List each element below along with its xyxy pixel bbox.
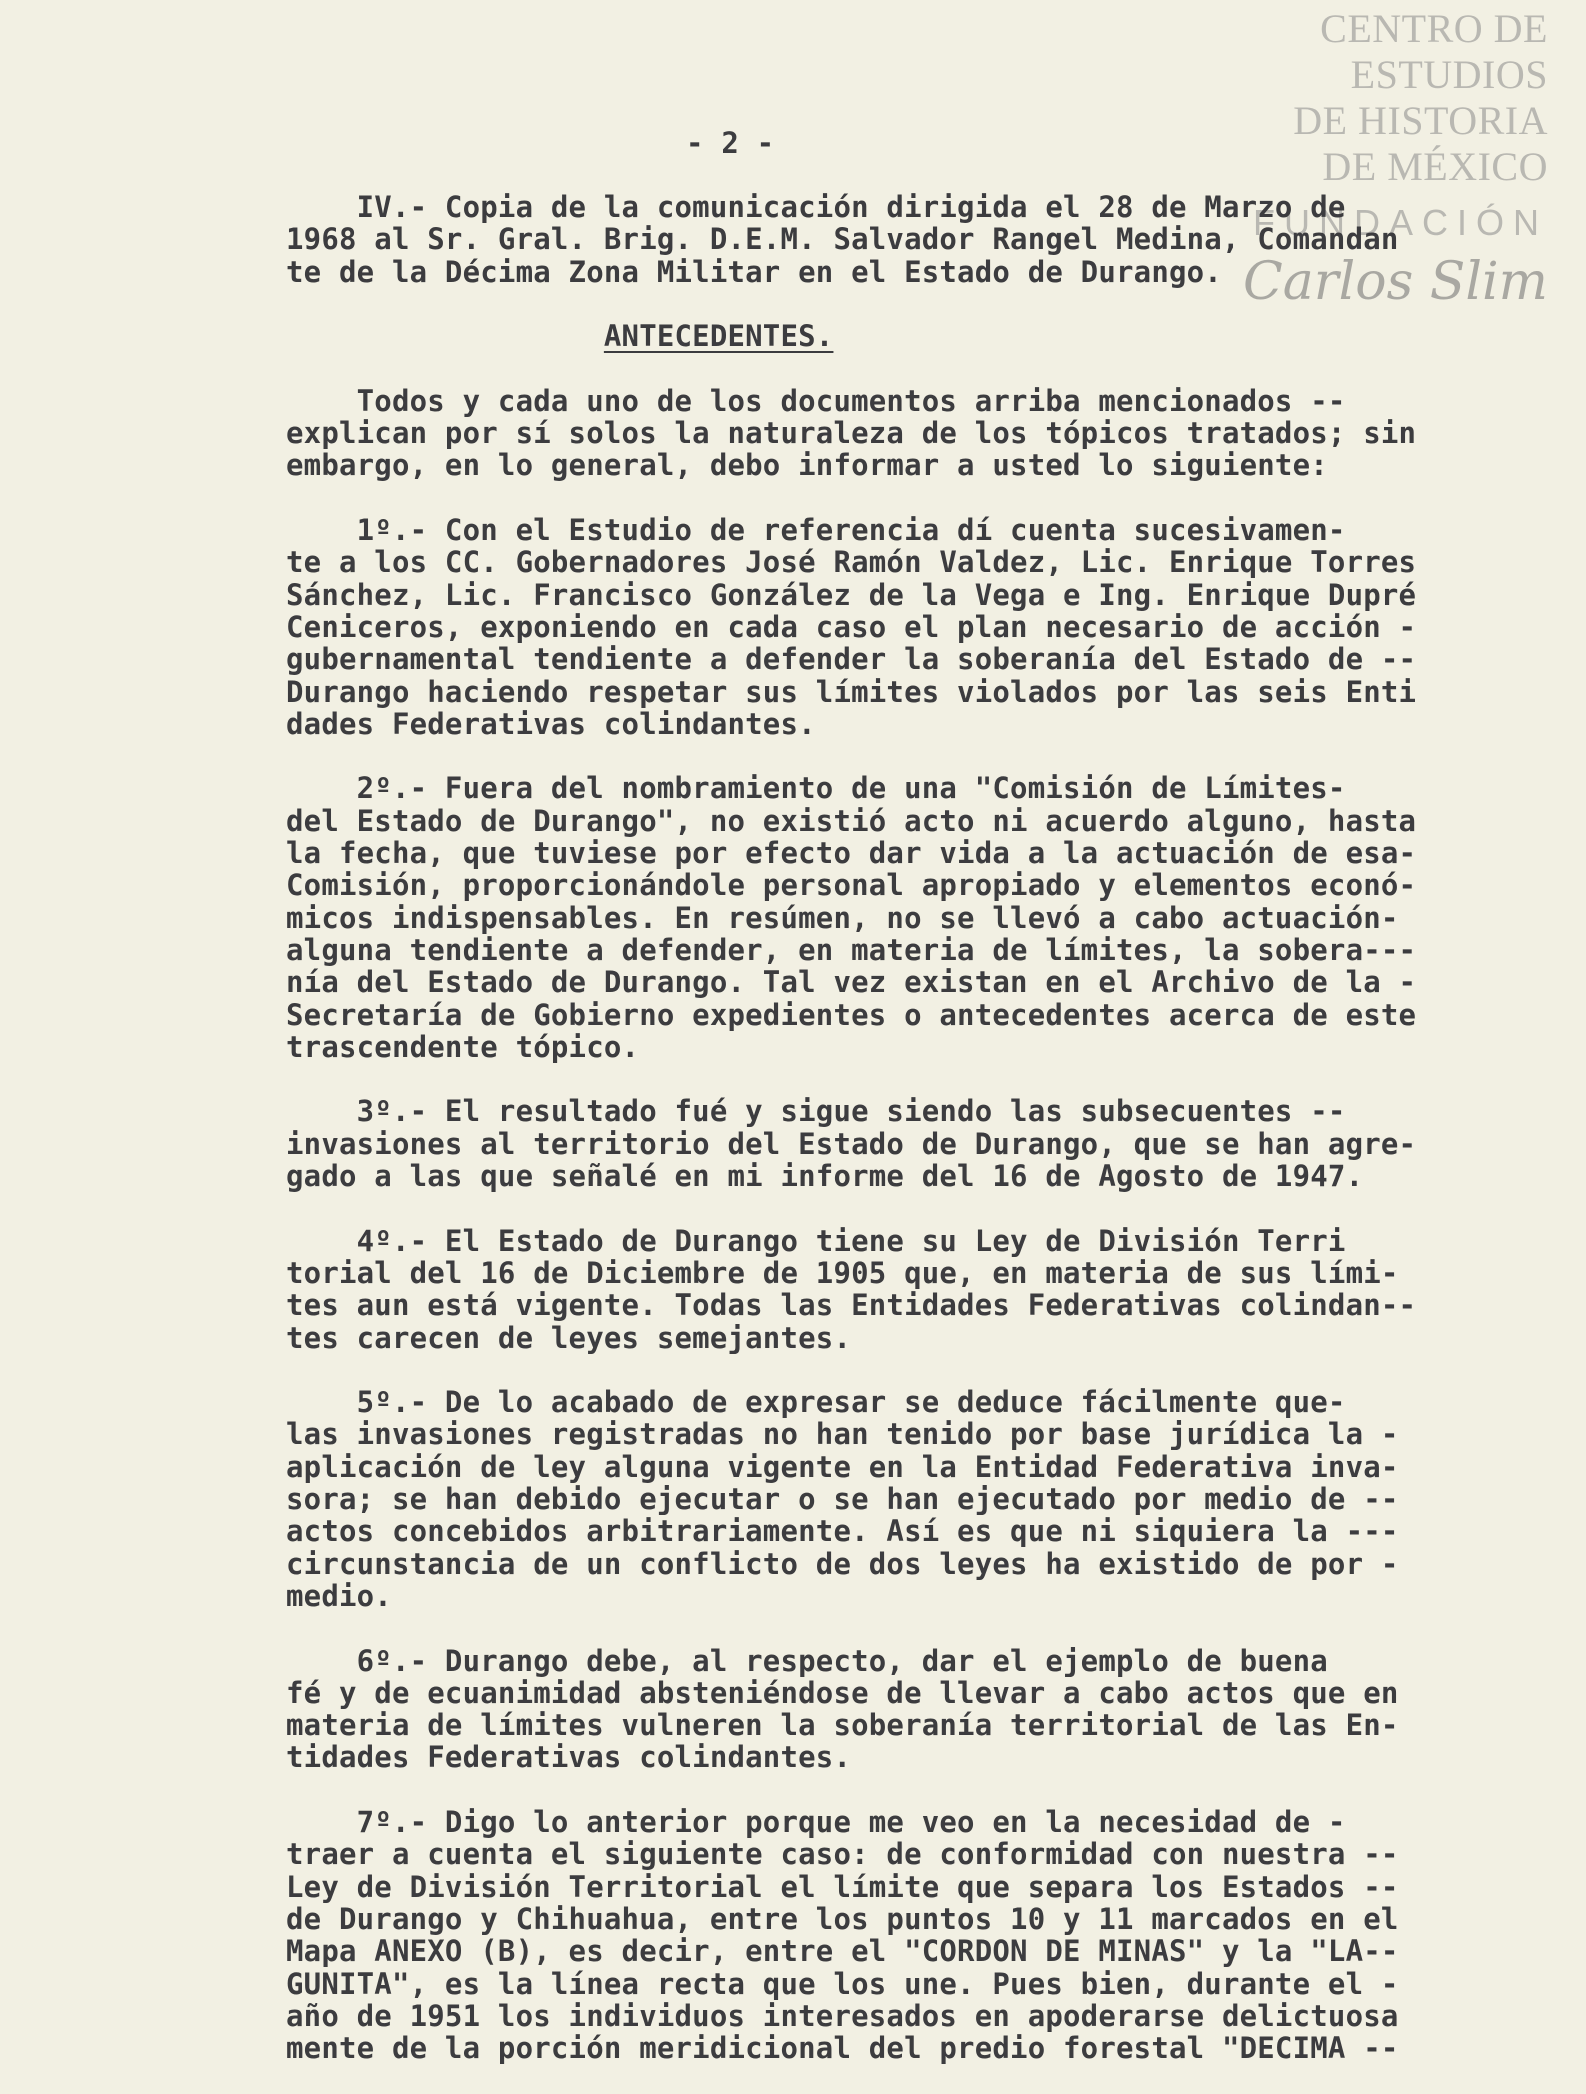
text-line: 4º.- El Estado de Durango tiene su Ley de División Terri: [286, 1223, 1346, 1258]
text-line: nía del Estado de Durango. Tal vez existan en el Archivo de la -: [286, 965, 1417, 1000]
text-line: 6º.- Durango debe, al respecto, dar el ejemplo de buena: [286, 1643, 1328, 1678]
text-line: Secretaría de Gobierno expedientes o antecedentes acerca de este: [286, 997, 1417, 1032]
text-line: Comisión, proporcionándole personal apropiado y elementos econó-: [286, 868, 1417, 903]
text-line: tes carecen de leyes semejantes.: [286, 1320, 852, 1355]
text-line: micos indispensables. En resúmen, no se llevó a cabo actuación-: [286, 900, 1399, 935]
text-line: gado a las que señalé en mi informe del 16 de Agosto de 1947.: [286, 1159, 1364, 1193]
text-line: aplicación de ley alguna vigente en la Entidad Federativa inva-: [286, 1449, 1399, 1484]
watermark-line-1: CENTRO DE: [1320, 6, 1548, 51]
text-line: te a los CC. Gobernadores José Ramón Valdez, Lic. Enrique Torres: [286, 545, 1417, 580]
text-line: medio.: [286, 1578, 392, 1613]
text-line: torial del 16 de Diciembre de 1905 que, en materia de sus lími-: [286, 1255, 1399, 1290]
text-line: 2º.- Fuera del nombramiento de una "Comisión de Límites-: [286, 771, 1346, 806]
text-line: 5º.- De lo acabado de expresar se deduce fácilmente que-: [286, 1385, 1346, 1420]
text-line: GUNITA", es la línea recta que los une. Pues bien, durante el -: [286, 1966, 1399, 2001]
text-line: explican por sí solos la naturaleza de los tópicos tratados; sin: [286, 416, 1417, 451]
text-line: tidades Federativas colindantes.: [286, 1740, 852, 1775]
text-line: Ley de División Territorial el límite que separa los Estados --: [286, 1869, 1399, 1904]
text-line: te de la Décima Zona Militar en el Estado de Durango.: [286, 254, 1222, 289]
text-line: Durango haciendo respetar sus límites violados por las seis Enti: [286, 674, 1417, 709]
text-line: 1968 al Sr. Gral. Brig. D.E.M. Salvador Rangel Medina, Comandan: [286, 222, 1399, 257]
text-line: la fecha, que tuviese por efecto dar vida a la actuación de esa-: [286, 836, 1417, 870]
text-line: [286, 319, 833, 353]
text-line: Ceniceros, exponiendo en cada caso el plan necesario de acción -: [286, 609, 1417, 644]
text-line: fé y de ecuanimidad absteniéndose de llevar a cabo actos que en: [286, 1675, 1399, 1710]
text-line: Sánchez, Lic. Francisco González de la Vega e Ing. Enrique Dupré: [286, 577, 1417, 612]
text-line: Todos y cada uno de los documentos arriba mencionados --: [286, 383, 1346, 418]
text-line: 7º.- Digo lo anterior porque me veo en la necesidad de -: [286, 1805, 1346, 1839]
watermark-line-3: DE HISTORIA: [1293, 98, 1548, 143]
text-line: las invasiones registradas no han tenido por base jurídica la -: [286, 1417, 1399, 1452]
text-line: materia de límites vulneren la soberanía territorial de las En-: [286, 1708, 1399, 1743]
text-line: tes aun está vigente. Todas las Entidades Federativas colindan--: [286, 1288, 1417, 1323]
text-line: mente de la porción meridicional del predio forestal "DECIMA --: [286, 2031, 1399, 2066]
text-line: sora; se han debido ejecutar o se han ejecutado por medio de --: [286, 1482, 1399, 1516]
text-line: IV.- Copia de la comunicación dirigida el 28 de Marzo de: [286, 190, 1346, 224]
text-line: actos concebidos arbitrariamente. Así es que ni siquiera la ---: [286, 1514, 1399, 1549]
section-heading: ANTECEDENTES.: [603, 319, 834, 354]
text-line: dades Federativas colindantes.: [286, 706, 816, 741]
text-line: año de 1951 los individuos interesados en apoderarse delictuosa: [286, 1998, 1399, 2033]
text-line: de Durango y Chihuahua, entre los puntos 10 y 11 marcados en el: [286, 1901, 1399, 1936]
watermark-line-5: FUNDACIÓN: [1253, 202, 1548, 243]
watermark-line-4: DE MÉXICO: [1322, 144, 1548, 189]
text-line: circunstancia de un conflicto de dos leyes ha existido de por -: [286, 1546, 1399, 1581]
watermark-line-2: ESTUDIOS: [1350, 52, 1548, 97]
text-line: alguna tendiente a defender, en materia de límites, la sobera---: [286, 932, 1417, 967]
text-line: invasiones al territorio del Estado de Durango, que se han agre-: [286, 1126, 1417, 1161]
text-line: trascendente tópico.: [286, 1029, 640, 1064]
text-line: gubernamental tendiente a defender la soberanía del Estado de --: [286, 642, 1417, 677]
text-line: traer a cuenta el siguiente caso: de conformidad con nuestra --: [286, 1837, 1399, 1872]
text-line: embargo, en lo general, debo informar a usted lo siguiente:: [286, 448, 1328, 483]
text-line: 3º.- El resultado fué y sigue siendo las subsecuentes --: [286, 1094, 1346, 1129]
text-line: Mapa ANEXO (B), es decir, entre el "CORDON DE MINAS" y la "LA--: [286, 1934, 1399, 1969]
watermark-signature: Carlos Slim: [1243, 252, 1548, 312]
text-line: del Estado de Durango", no existió acto ni acuerdo alguno, hasta: [286, 803, 1417, 838]
page-number: - 2 -: [686, 126, 775, 160]
text-line: 1º.- Con el Estudio de referencia dí cuenta sucesivamen-: [286, 513, 1346, 547]
archive-watermark: [1228, 6, 1548, 312]
